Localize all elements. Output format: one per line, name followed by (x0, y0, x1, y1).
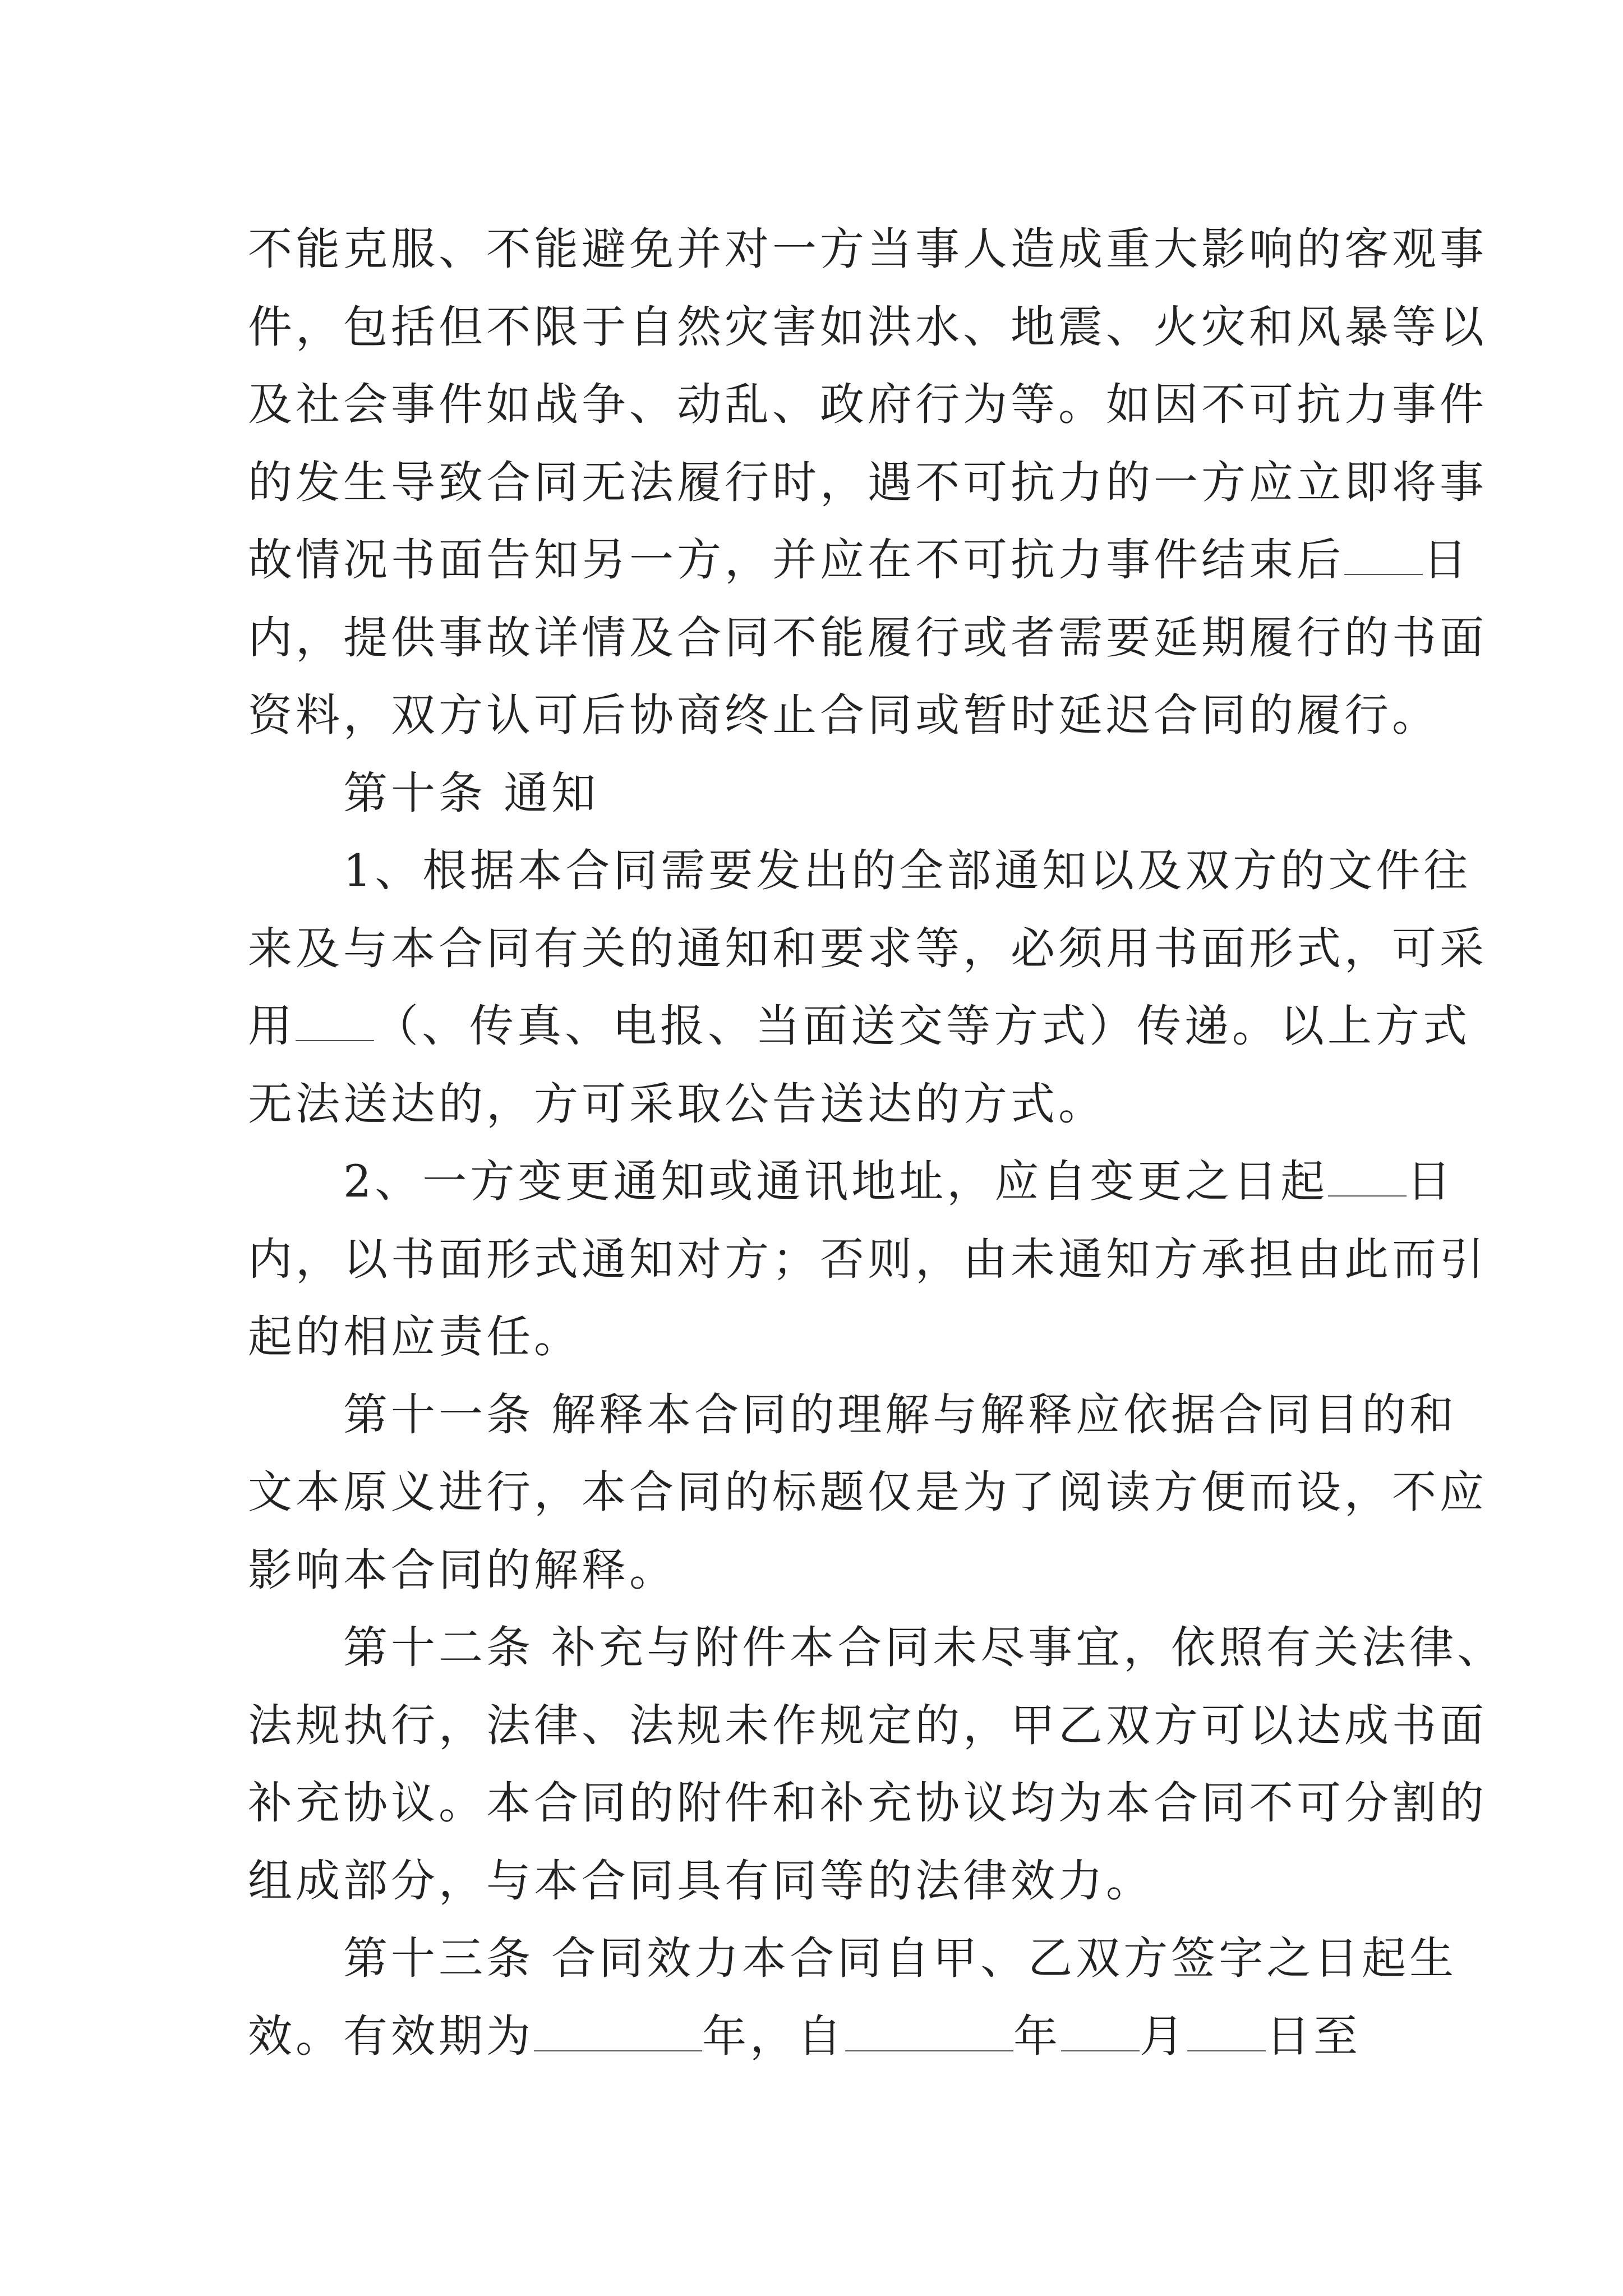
fill-in-blank (296, 1000, 374, 1041)
text-line: 第十一条 解释本合同的理解与解释应依据合同目的和 (248, 1388, 1458, 1441)
text-line: 组成部分，与本合同具有同等的法律效力。 (248, 1855, 1154, 1907)
text-line: 2、一方变更通知或通讯地址，应自变更之日起 日 (248, 1156, 1455, 1207)
fill-in-blank (534, 2010, 702, 2051)
text-line: 来及与本合同有关的通知和要求等，必须用书面形式，可采 (248, 922, 1487, 974)
text-line: 第十三条 合同效力本合同自甲、乙双方签字之日起生 (248, 1932, 1458, 1984)
text-line: 不能克服、不能避免并对一方当事人造成重大影响的客观事 (248, 223, 1487, 275)
section-heading: 第十条 通知 (248, 767, 600, 819)
text-line: 内，以书面形式通知对方；否则，由未通知方承担由此而引 (248, 1233, 1487, 1285)
text-line: 效。有效期为 年，自 年 月 日至 (248, 2010, 1361, 2062)
contract-text (248, 210, 1505, 2075)
text-line: 补充协议。本合同的附件和补充协议均为本合同不可分割的 (248, 1777, 1487, 1829)
text-line: 的发生导致合同无法履行时，遇不可抗力的一方应立即将事 (248, 456, 1487, 508)
text-line: 内，提供事故详情及合同不能履行或者需要延期履行的书面 (248, 611, 1487, 664)
text-line: 1、根据本合同需要发出的全部通知以及双方的文件往 (248, 845, 1472, 896)
text-line: 资料，双方认可后协商终止合同或暂时延迟合同的履行。 (248, 689, 1440, 741)
fill-in-blank (1061, 2010, 1140, 2051)
text-line: 无法送达的，方可采取公告送达的方式。 (248, 1078, 1106, 1130)
fill-in-blank (1328, 1156, 1407, 1197)
text-line: 文本原义进行，本合同的标题仅是为了阅读方便而设，不应 (248, 1466, 1487, 1518)
fill-in-blank (1344, 534, 1423, 575)
text-line: 起的相应责任。 (248, 1311, 582, 1363)
text-line: 第十二条 补充与附件本合同未尽事宜，依照有关法律、 (248, 1622, 1505, 1673)
text-line: 件，包括但不限于自然灾害如洪水、地震、火灾和风暴等以 (248, 301, 1487, 353)
text-line: 影响本合同的解释。 (248, 1544, 677, 1596)
fill-in-blank (1187, 2010, 1266, 2051)
text-line: 及社会事件如战争、动乱、政府行为等。如因不可抗力事件 (248, 379, 1487, 430)
text-line: 法规执行，法律、法规未作规定的，甲乙双方可以达成书面 (248, 1699, 1487, 1751)
fill-in-blank (845, 2010, 1013, 2051)
text-line: 用 （、传真、电报、当面送交等方式）传递。以上方式 (248, 1000, 1470, 1052)
text-line: 故情况书面告知另一方，并应在不可抗力事件结束后 日 (248, 534, 1470, 586)
